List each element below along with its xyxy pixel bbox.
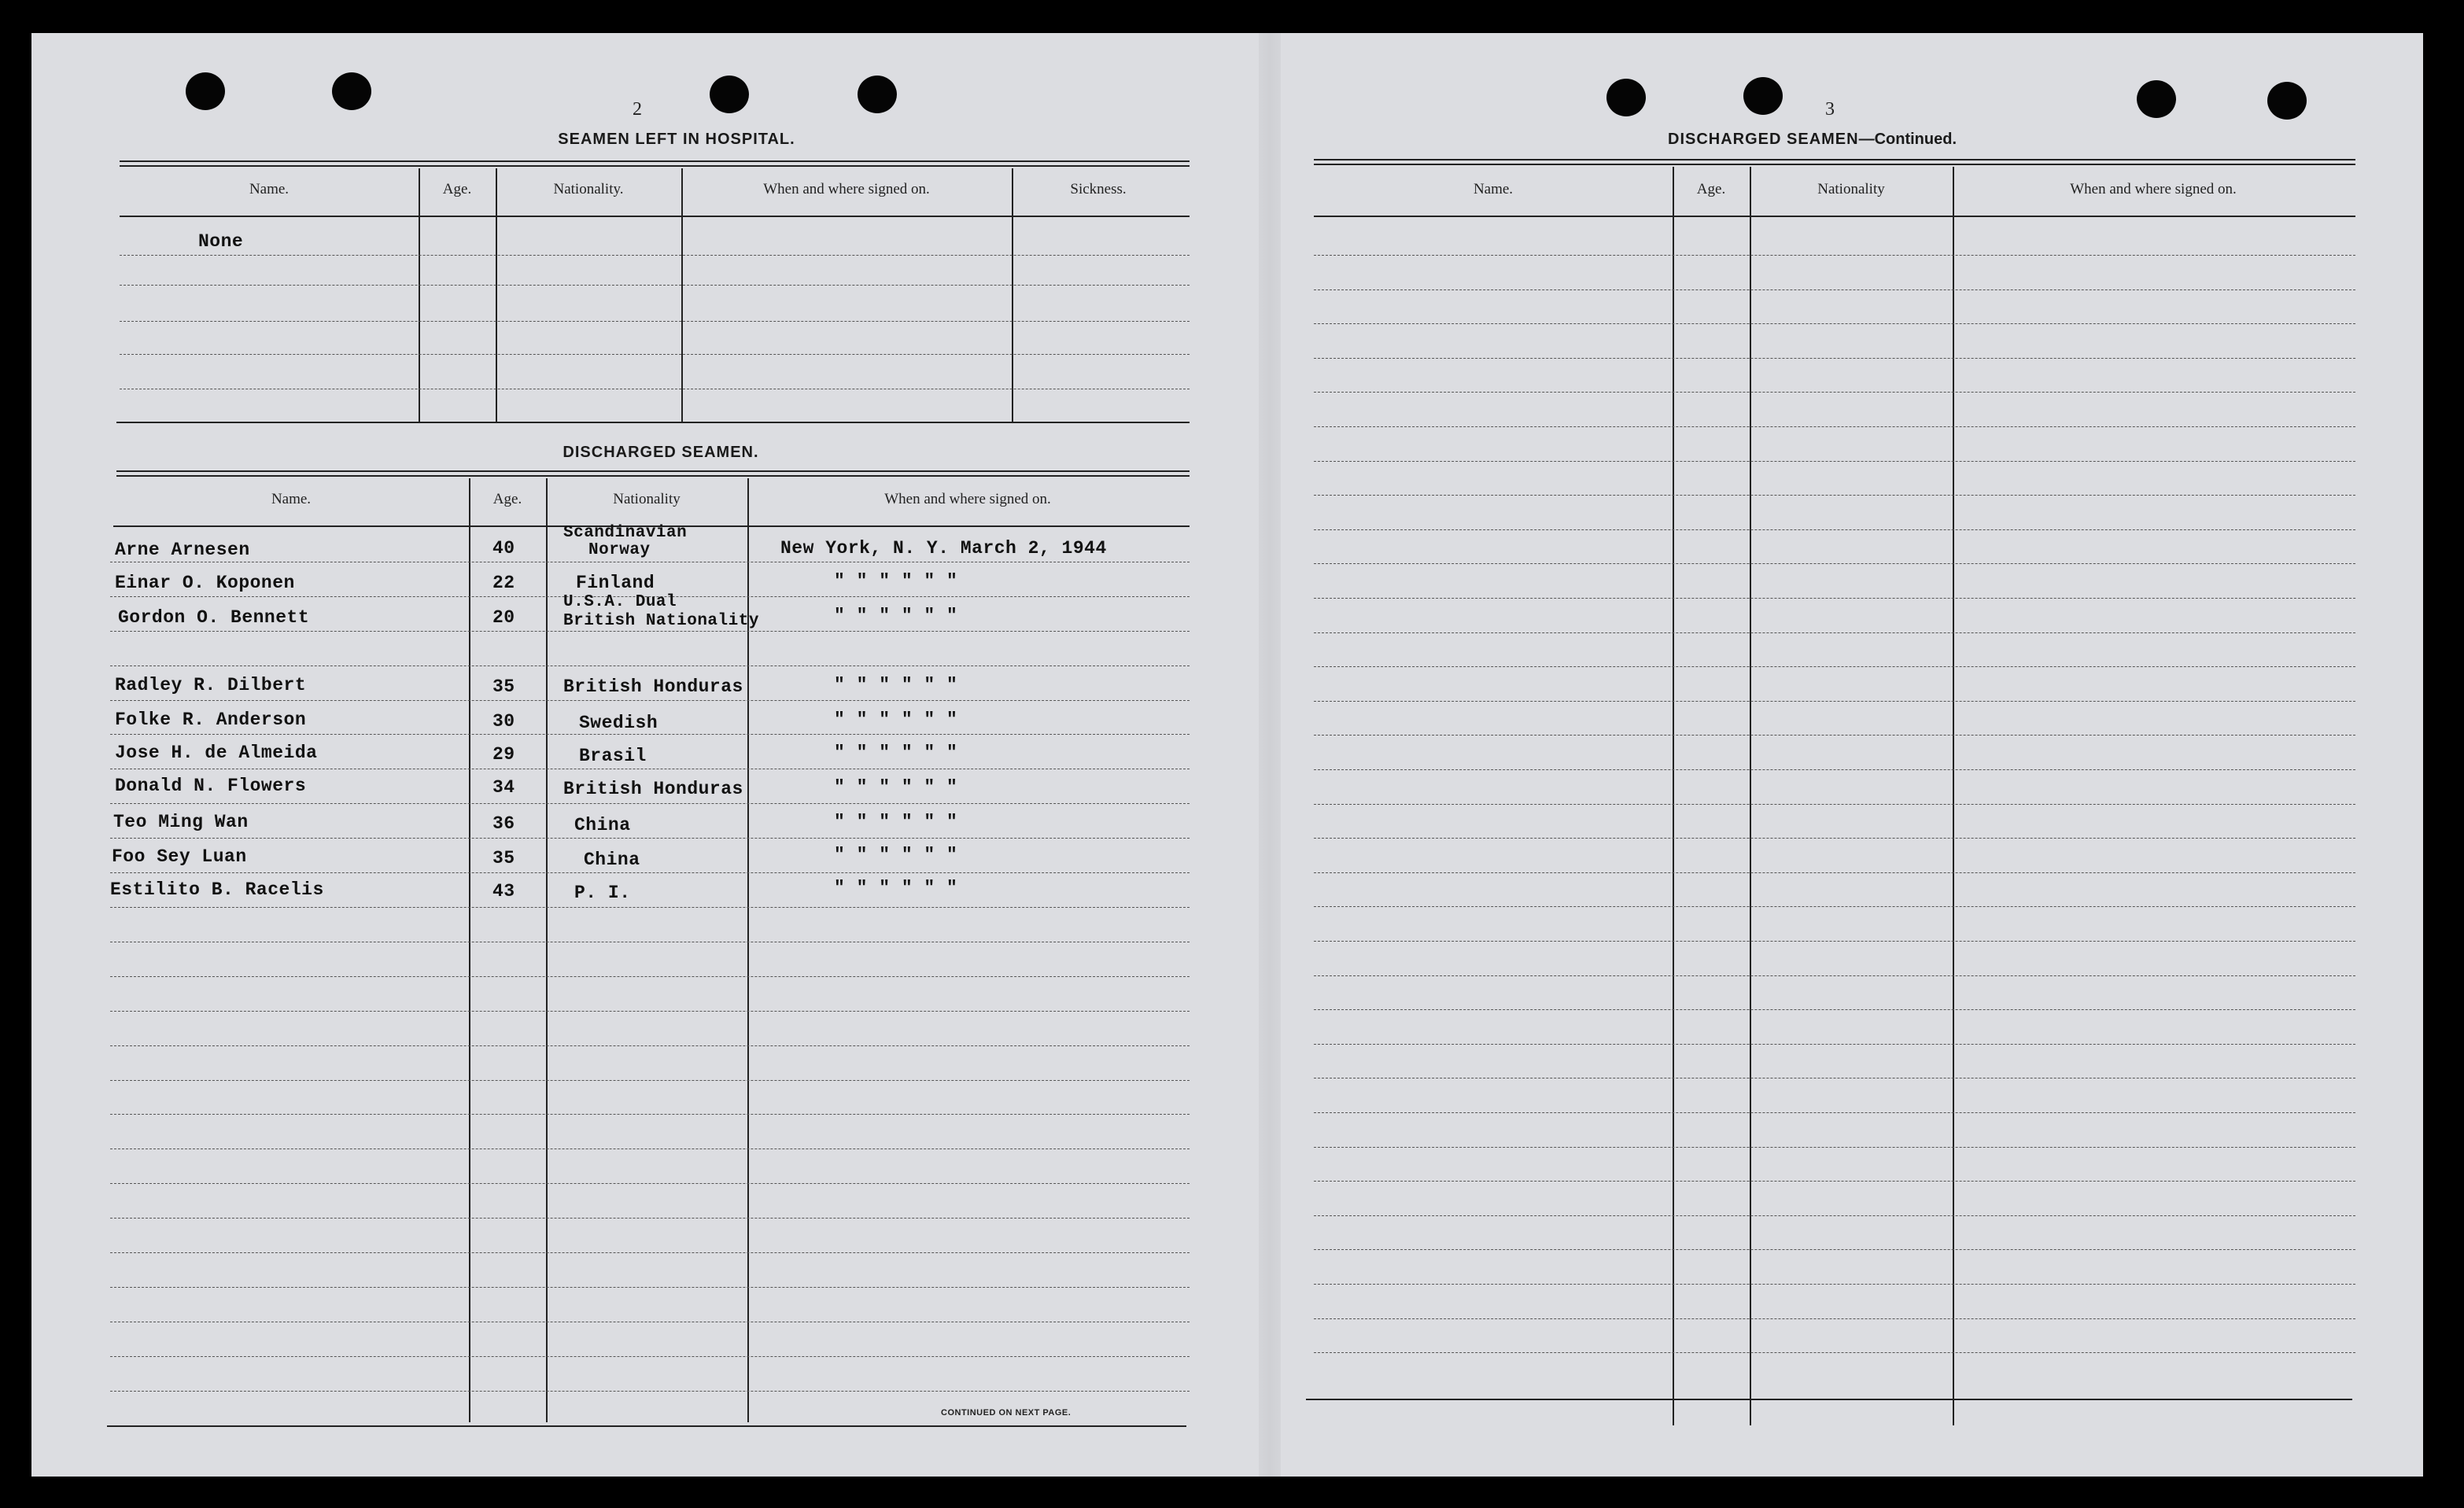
- binder-hole: [858, 76, 897, 113]
- seaman-name: Arne Arnesen: [115, 540, 250, 560]
- column-divider: [1953, 167, 1954, 1425]
- entry-line: [110, 1011, 1190, 1012]
- entry-line: [1314, 1181, 2355, 1182]
- seaman-name: Teo Ming Wan: [113, 812, 249, 832]
- seaman-name: Gordon O. Bennett: [118, 607, 310, 628]
- seaman-name: Estilito B. Racelis: [110, 879, 324, 900]
- entry-line: [1314, 872, 2355, 873]
- col-header-nationality: Nationality.: [553, 181, 624, 197]
- entry-line: [110, 1183, 1190, 1184]
- column-divider: [681, 168, 683, 423]
- entry-line: [1314, 735, 2355, 736]
- entry-line: [1314, 461, 2355, 462]
- document-sheet: [31, 33, 2423, 1477]
- seaman-name: Radley R. Dilbert: [115, 675, 307, 695]
- col-header-nationality: Nationality: [613, 491, 681, 507]
- entry-line: [120, 255, 1190, 256]
- col-header-signed-on: When and where signed on.: [2070, 181, 2237, 197]
- entry-line: [1314, 1009, 2355, 1010]
- col-header-name: Name.: [1473, 181, 1514, 197]
- entry-line: [1314, 838, 2355, 839]
- binder-hole: [186, 72, 225, 110]
- entry-line: [1314, 632, 2355, 633]
- col-header-age: Age.: [1696, 181, 1726, 197]
- seaman-signed-on: " " " " " ": [834, 571, 958, 592]
- bottom-rule: [1306, 1399, 2352, 1400]
- bottom-rule: [107, 1425, 1186, 1427]
- double-rule: [120, 160, 1190, 167]
- seaman-nationality: P. I.: [574, 883, 631, 903]
- entry-line: [120, 285, 1190, 286]
- seaman-signed-on: " " " " " ": [834, 675, 958, 695]
- page-number: 2: [633, 99, 642, 120]
- column-divider: [1012, 168, 1013, 423]
- double-rule: [1314, 159, 2355, 165]
- entry-line: [110, 1114, 1190, 1115]
- binder-hole: [2267, 82, 2307, 120]
- col-header-sickness: Sickness.: [1070, 181, 1127, 197]
- entry-line: [110, 1356, 1190, 1357]
- seaman-age: 35: [492, 848, 515, 868]
- seaman-nationality: China: [574, 815, 631, 835]
- seaman-age: 35: [492, 677, 515, 697]
- entry-line: [1314, 529, 2355, 530]
- entry-line: [1314, 1352, 2355, 1353]
- entry-line: [110, 1287, 1190, 1288]
- seaman-signed-on: " " " " " ": [834, 743, 958, 763]
- col-header-age: Age.: [492, 491, 522, 507]
- entry-line: [110, 631, 1190, 632]
- seaman-nationality: British Honduras: [563, 779, 743, 799]
- entry-line: [1314, 563, 2355, 564]
- seaman-nationality: Finland: [576, 573, 655, 593]
- column-divider: [1750, 167, 1751, 1425]
- column-divider: [419, 168, 420, 423]
- seaman-nationality: Scandinavian: [563, 524, 688, 542]
- seaman-age: 22: [492, 573, 515, 593]
- entry-line: [1314, 1215, 2355, 1216]
- entry-line: [110, 1391, 1190, 1392]
- col-header-age: Age.: [442, 181, 472, 197]
- entry-line: [1314, 255, 2355, 256]
- continued-section-title: [1668, 131, 2014, 149]
- entry-line: [1314, 1044, 2355, 1045]
- entry-line: [110, 700, 1190, 701]
- seaman-nationality: China: [584, 850, 640, 870]
- entry-line: [110, 1218, 1190, 1219]
- entry-line: [1314, 975, 2355, 976]
- col-header-signed-on: When and where signed on.: [763, 181, 930, 197]
- seaman-signed-on: " " " " " ": [834, 878, 958, 898]
- seaman-nationality: Swedish: [579, 713, 658, 733]
- seaman-name: Foo Sey Luan: [112, 846, 247, 867]
- seaman-age: 36: [492, 813, 515, 834]
- entry-line: [1314, 1147, 2355, 1148]
- seaman-nationality: U.S.A. Dual: [563, 593, 677, 611]
- entry-line: [1314, 1318, 2355, 1319]
- header-rule: [120, 216, 1190, 217]
- entry-line: [1314, 906, 2355, 907]
- entry-line: [1314, 426, 2355, 427]
- discharged-section-title: DISCHARGED SEAMEN.: [563, 444, 759, 461]
- entry-line: [1314, 495, 2355, 496]
- binder-hole: [1606, 79, 1646, 116]
- seaman-age: 20: [492, 607, 515, 628]
- entry-line: [1314, 323, 2355, 324]
- seaman-name: Folke R. Anderson: [115, 710, 307, 730]
- col-header-signed-on: When and where signed on.: [884, 491, 1051, 507]
- seaman-age: 30: [492, 711, 515, 732]
- seaman-nationality-line2: Norway: [588, 541, 651, 559]
- seaman-nationality: British Honduras: [563, 677, 743, 697]
- column-divider: [469, 478, 470, 1422]
- title-main: DISCHARGED SEAMEN: [1668, 131, 1859, 148]
- col-header-nationality: Nationality: [1817, 181, 1885, 197]
- seaman-name: Donald N. Flowers: [115, 776, 307, 796]
- entry-line: [110, 1252, 1190, 1253]
- entry-line: [1314, 941, 2355, 942]
- entry-line: [110, 803, 1190, 804]
- entry-line: [1314, 1112, 2355, 1113]
- binder-hole: [2137, 80, 2176, 118]
- entry-line: [120, 321, 1190, 322]
- seaman-signed-on: " " " " " ": [834, 777, 958, 798]
- entry-line: [1314, 1249, 2355, 1250]
- entry-line: [110, 907, 1190, 908]
- entry-line: [110, 1045, 1190, 1046]
- page-gutter: [1259, 33, 1281, 1477]
- seaman-name: Jose H. de Almeida: [115, 743, 318, 763]
- entry-line: [110, 1080, 1190, 1081]
- seaman-nationality: Brasil: [579, 746, 647, 766]
- seaman-signed-on: " " " " " ": [834, 845, 958, 865]
- col-header-name: Name.: [271, 491, 312, 507]
- entry-line: [110, 838, 1190, 839]
- title-suffix: —Continued.: [1858, 131, 1957, 148]
- entry-line: [1314, 804, 2355, 805]
- continued-footer: CONTINUED ON NEXT PAGE.: [941, 1408, 1072, 1418]
- entry-line: [1314, 598, 2355, 599]
- entry-line: [110, 976, 1190, 977]
- binder-hole: [332, 72, 371, 110]
- binder-hole: [1743, 77, 1783, 115]
- seaman-signed-on: " " " " " ": [834, 710, 958, 730]
- entry-line: [1314, 358, 2355, 359]
- seaman-age: 40: [492, 538, 515, 559]
- entry-line: [1314, 769, 2355, 770]
- column-divider: [1673, 167, 1674, 1425]
- column-divider: [496, 168, 497, 423]
- seaman-age: 29: [492, 744, 515, 765]
- entry-line: [1314, 701, 2355, 702]
- binder-hole: [710, 76, 749, 113]
- entry-line: [1314, 1284, 2355, 1285]
- entry-line: [1314, 666, 2355, 667]
- section-rule: [116, 422, 1190, 423]
- seaman-age: 34: [492, 777, 515, 798]
- seaman-signed-on: " " " " " ": [834, 812, 958, 832]
- header-rule: [1314, 216, 2355, 217]
- column-divider: [546, 478, 548, 1422]
- entry-line: [1314, 289, 2355, 290]
- double-rule: [116, 470, 1190, 477]
- hospital-section-title: SEAMEN LEFT IN HOSPITAL.: [558, 131, 795, 148]
- seaman-nationality-line2: British Nationality: [563, 612, 759, 630]
- seaman-signed-on: New York, N. Y. March 2, 1944: [780, 538, 1107, 559]
- entry-line: [110, 872, 1190, 873]
- seaman-age: 43: [492, 881, 515, 901]
- entry-line: [110, 734, 1190, 735]
- entry-line: [120, 354, 1190, 355]
- entry-line: [1314, 392, 2355, 393]
- page-number: 3: [1825, 99, 1835, 120]
- seaman-signed-on: " " " " " ": [834, 606, 958, 626]
- col-header-name: Name.: [249, 181, 290, 197]
- seaman-name: Einar O. Koponen: [115, 573, 295, 593]
- hospital-entry-none: None: [198, 231, 244, 252]
